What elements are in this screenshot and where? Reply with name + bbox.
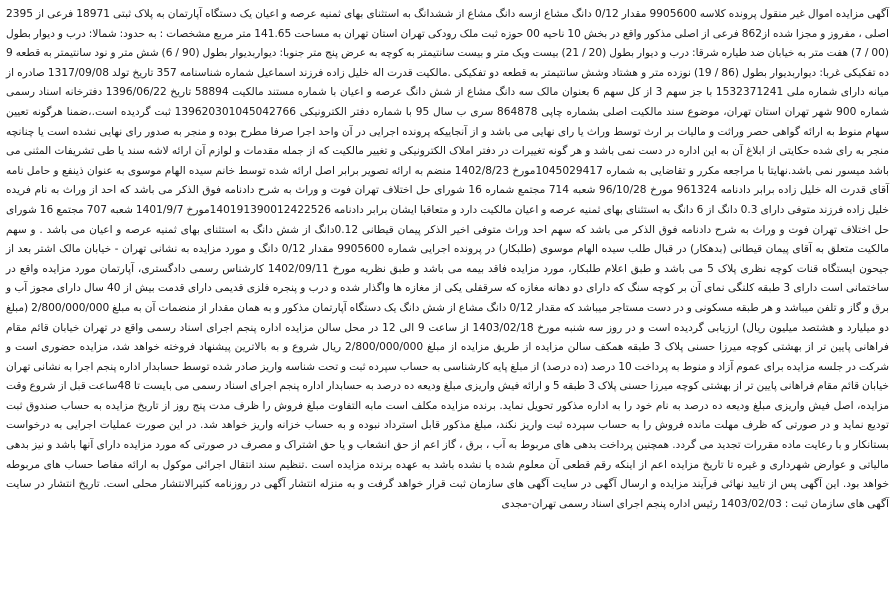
notice-title: آگهی مزایده اموال غیر منقول پرونده کلاسه 9905600	[649, 8, 889, 20]
notice-body: مقدار 0/12 دانگ مشاع ازسه دانگ مشاع از ششدانگ به استثنای بهای ثمنیه عرصه و اعیان یک دستگاه آپارتمان به پلاک ثبتی 18971 فرعی از 2395 اصلی ، مفروز و مجزا شده از862 فرعی از اصلی مذکور واقع در بخش 10 ناحیه 00 حوزه ثبت ملک رودکی تهران استان تهران به مساحت 141.65 متر مربع مشخصات : به حدود: شمالا: درب و دیوار بطول (00 / 7) هفت متر به خیابان ضد طیاره شرقا: درب و دیوار بطول (20 / 21) بیست ویک متر و بیست سانتیمتر به کوچه به عرض پنج متر جنوبا: دیواربدیوار بطول (90 / 6) شش متر و نود سانتیمتر به قطعه 9 ده تفکیکی غربا: دیواربدیوار بطول (86 / 19) نوزده متر و هشتاد وشش سانتیمتر به قطعه دو تفکیکی .مالکیت قدرت اله خلیل زاده فرزند اسماعیل شماره شناسنامه 357 تاریخ تولد 1317/09/08 صادره از میانه دارای شماره ملی 1532371241 با جز سهم 3 از کل سهم 6 بعنوان مالک سه دانگ مشاع از شش دانگ عرصه و اعیان با شماره مستند مالکیت 58894 تاریخ 1396/06/22 دفترخانه اسناد رسمی شماره 900 شهر تهران استان تهران، موضوع سند مالکیت اصلی بشماره چاپی 864878 سری ب سال 95 با شماره دفتر الکترونیکی 139620301045042766 ثبت گردیده است.،ضمنا هرگونه تعیین سهام منوط به ارائه گواهی حصر وراثت و مالیات بر ارث توسط وراث یا رای نهایی می باشد و از آنجاییکه پرونده اجرایی در آن واحد اجرا صرفا مطرح بوده و منجر به صدور رای نهایی نشده است یا چنانچه منجر به رای شده حکایتی از ابلاغ آن به این اداره در دست نمی باشد و هر گونه تغییرات در دفتر املاک الکترونیکی و تغییر مالکیت که از جمله مقدمات و لوازم آن ارائه لاشه سند یا طی تشریفات المثنی می باشد میسور نمی باشد.نهایتا با مراجعه مکرر و تقاضایی به شماره 1045029417مورخ 1402/8/23 منضم به ارائه تصویر برابر اصل ارائه شده توسط خانم سیده الهام موسوی به عنوان ذینفع و حامل نامه آقای قدرت اله خلیل زاده برابر دادنامه 961324 مورخ 96/10/28 شعبه 714 مجتمع شماره 16 شورای حل اختلاف تهران فوت و وراث به شرح دادنامه فوق الذکر می باشد که احد از وراث به نام فریده خلیل زاده فرزند متوفی دارای 0.3 دانگ از 6 دانگ به استثنای بهای ثمنیه عرصه و اعیان مالکیت دارد و متعاقبا ایشان برابر دادنامه 140191390012422526مورخ 1401/9/7 شعبه 707 مجتمع 16 شورای حل اختلاف تهران فوت و وراث به شرح دادنامه فوق الذکر می باشد که سهم احد وراث متوفی اخیر الذکر پیمان قیطانی 0.12دانگ از شش دانگ به استثنای بهای ثمنیه عرصه و اعیان می باشد . و سهم مالکیت متعلق به آقای پیمان قیطانی (بدهکار) در قبال طلب سیده الهام موسوی (طلبکار) در پرونده اجرایی شماره 9905600 مقدار 0/12 دانگ و مورد مزایده به نشانی تهران - خیابان مالک اشتر بعد از جیحون ایستگاه قنات کوچه نظری پلاک 5 می باشد و طبق اعلام طلبکار، مورد مزایده فاقد بیمه می باشد و طبق نظریه مورخ 1402/09/11 کارشناس رسمی دادگستری، آپارتمان مورد مزایده واقع در ساختمانی است دارای 3 طبقه کلنگی نمای آن بر کوچه سنگ که دارای دو دهانه مغازه که سرقفلی یکی از مغازه ها واگذار شده و درب و پنجره فلزی قدیمی دارای قدمت بیش از 40 سال دارای مجوز آب و برق و گاز و تلفن میباشد و هر طبقه مسکونی و در دست مستاجر میباشد که مقدار 0/12 دانگ مشاع از شش دانگ یک دستگاه آپارتمان مذکور و به همان مقدار از منضمات آن به مبلغ 2/800/000/000 (مبلغ دو میلیارد و هشتصد میلیون ریال) ارزیابی گردیده است و در روز سه شنبه مورخ 1403/02/18 از ساعت 9 الی 12 در محل سالن مزایده اداره پنجم اجرای اسناد رسمی واقع در تهران خیابان قائم مقام فراهانی پایین تر از بهشتی کوچه میرزا حسنی پلاک 3 طبقه همکف سالن مزایده از طریق مزایده از مبلغ 2/800/000/000 ریال شروع و به بالاترین پیشنهاد فروخته خواهد شد، مزایده حضوری است و شرکت در جلسه مزایده برای عموم آزاد و منوط به پرداخت 10 درصد (ده درصد) از مبلغ پایه کارشناسی به حساب سپرده ثبت و تحت شناسه واریز صادر شده توسط حسابدار اداره پنجم اجرا به نشانی تهران خیابان قائم مقام فراهانی پایین تر از بهشتی کوچه میرزا حسنی پلاک 3 طبقه 5 و ارائه فیش واریزی مبلغ ودیعه ده درصد به حسابدار اداره پنجم اجرای اسناد رسمی می بایست تا 48ساعت قبل از شروع وقت مزایده، اصل فیش واریزی مبلغ ودیعه ده درصد به نام خود را به اداره مذکور تحویل نماید. برنده مزایده مکلف است مابه التفاوت مبلغ فروش را ظرف مدت پنج روز از تاریخ مزایده به حساب صندوق ثبت تودیع نماید و در صورتی که ظرف مهلت مانده فروش را به حساب سپرده ثبت واریز نکند، مبلغ مذکور قابل استرداد نبوده و به حساب خزانه واریز خواهد شد. در این صورت عملیات اجرایی به درخواست بستانکار و با رعایت ماده مقررات تجدید می گردد. همچنین پرداخت بدهی های مربوط به آب ، برق ، گاز اعم از حق انشعاب و یا حق اشتراک و مصرف در صورتی که مورد مزایده دارای آنها باشد و نیز بدهی مالیاتی و عوارض شهرداری و غیره تا تاریخ مزایده اعم از اینکه رقم قطعی آن معلوم شده یا نشده باشد به عهده برنده مزایده است .تنظیم سند انتقال اجرائی موکول به ارائه مفاصا حساب های مربوطه خواهد بود. این آگهی پس از تایید نهائی فرآیند مزایده و ارسال آگهی در سایت آگهی های سازمان ثبت قرار خواهد گرفت و به منزله انتشار آگهی در روزنامه کثیرالانتشار محلی است. تاریخ انتشار در سایت آگهی های سازمان ثبت : 1403/02/03 رئیس اداره پنجم اجرای اسناد رسمی تهران-مجدی	[6, 8, 890, 510]
